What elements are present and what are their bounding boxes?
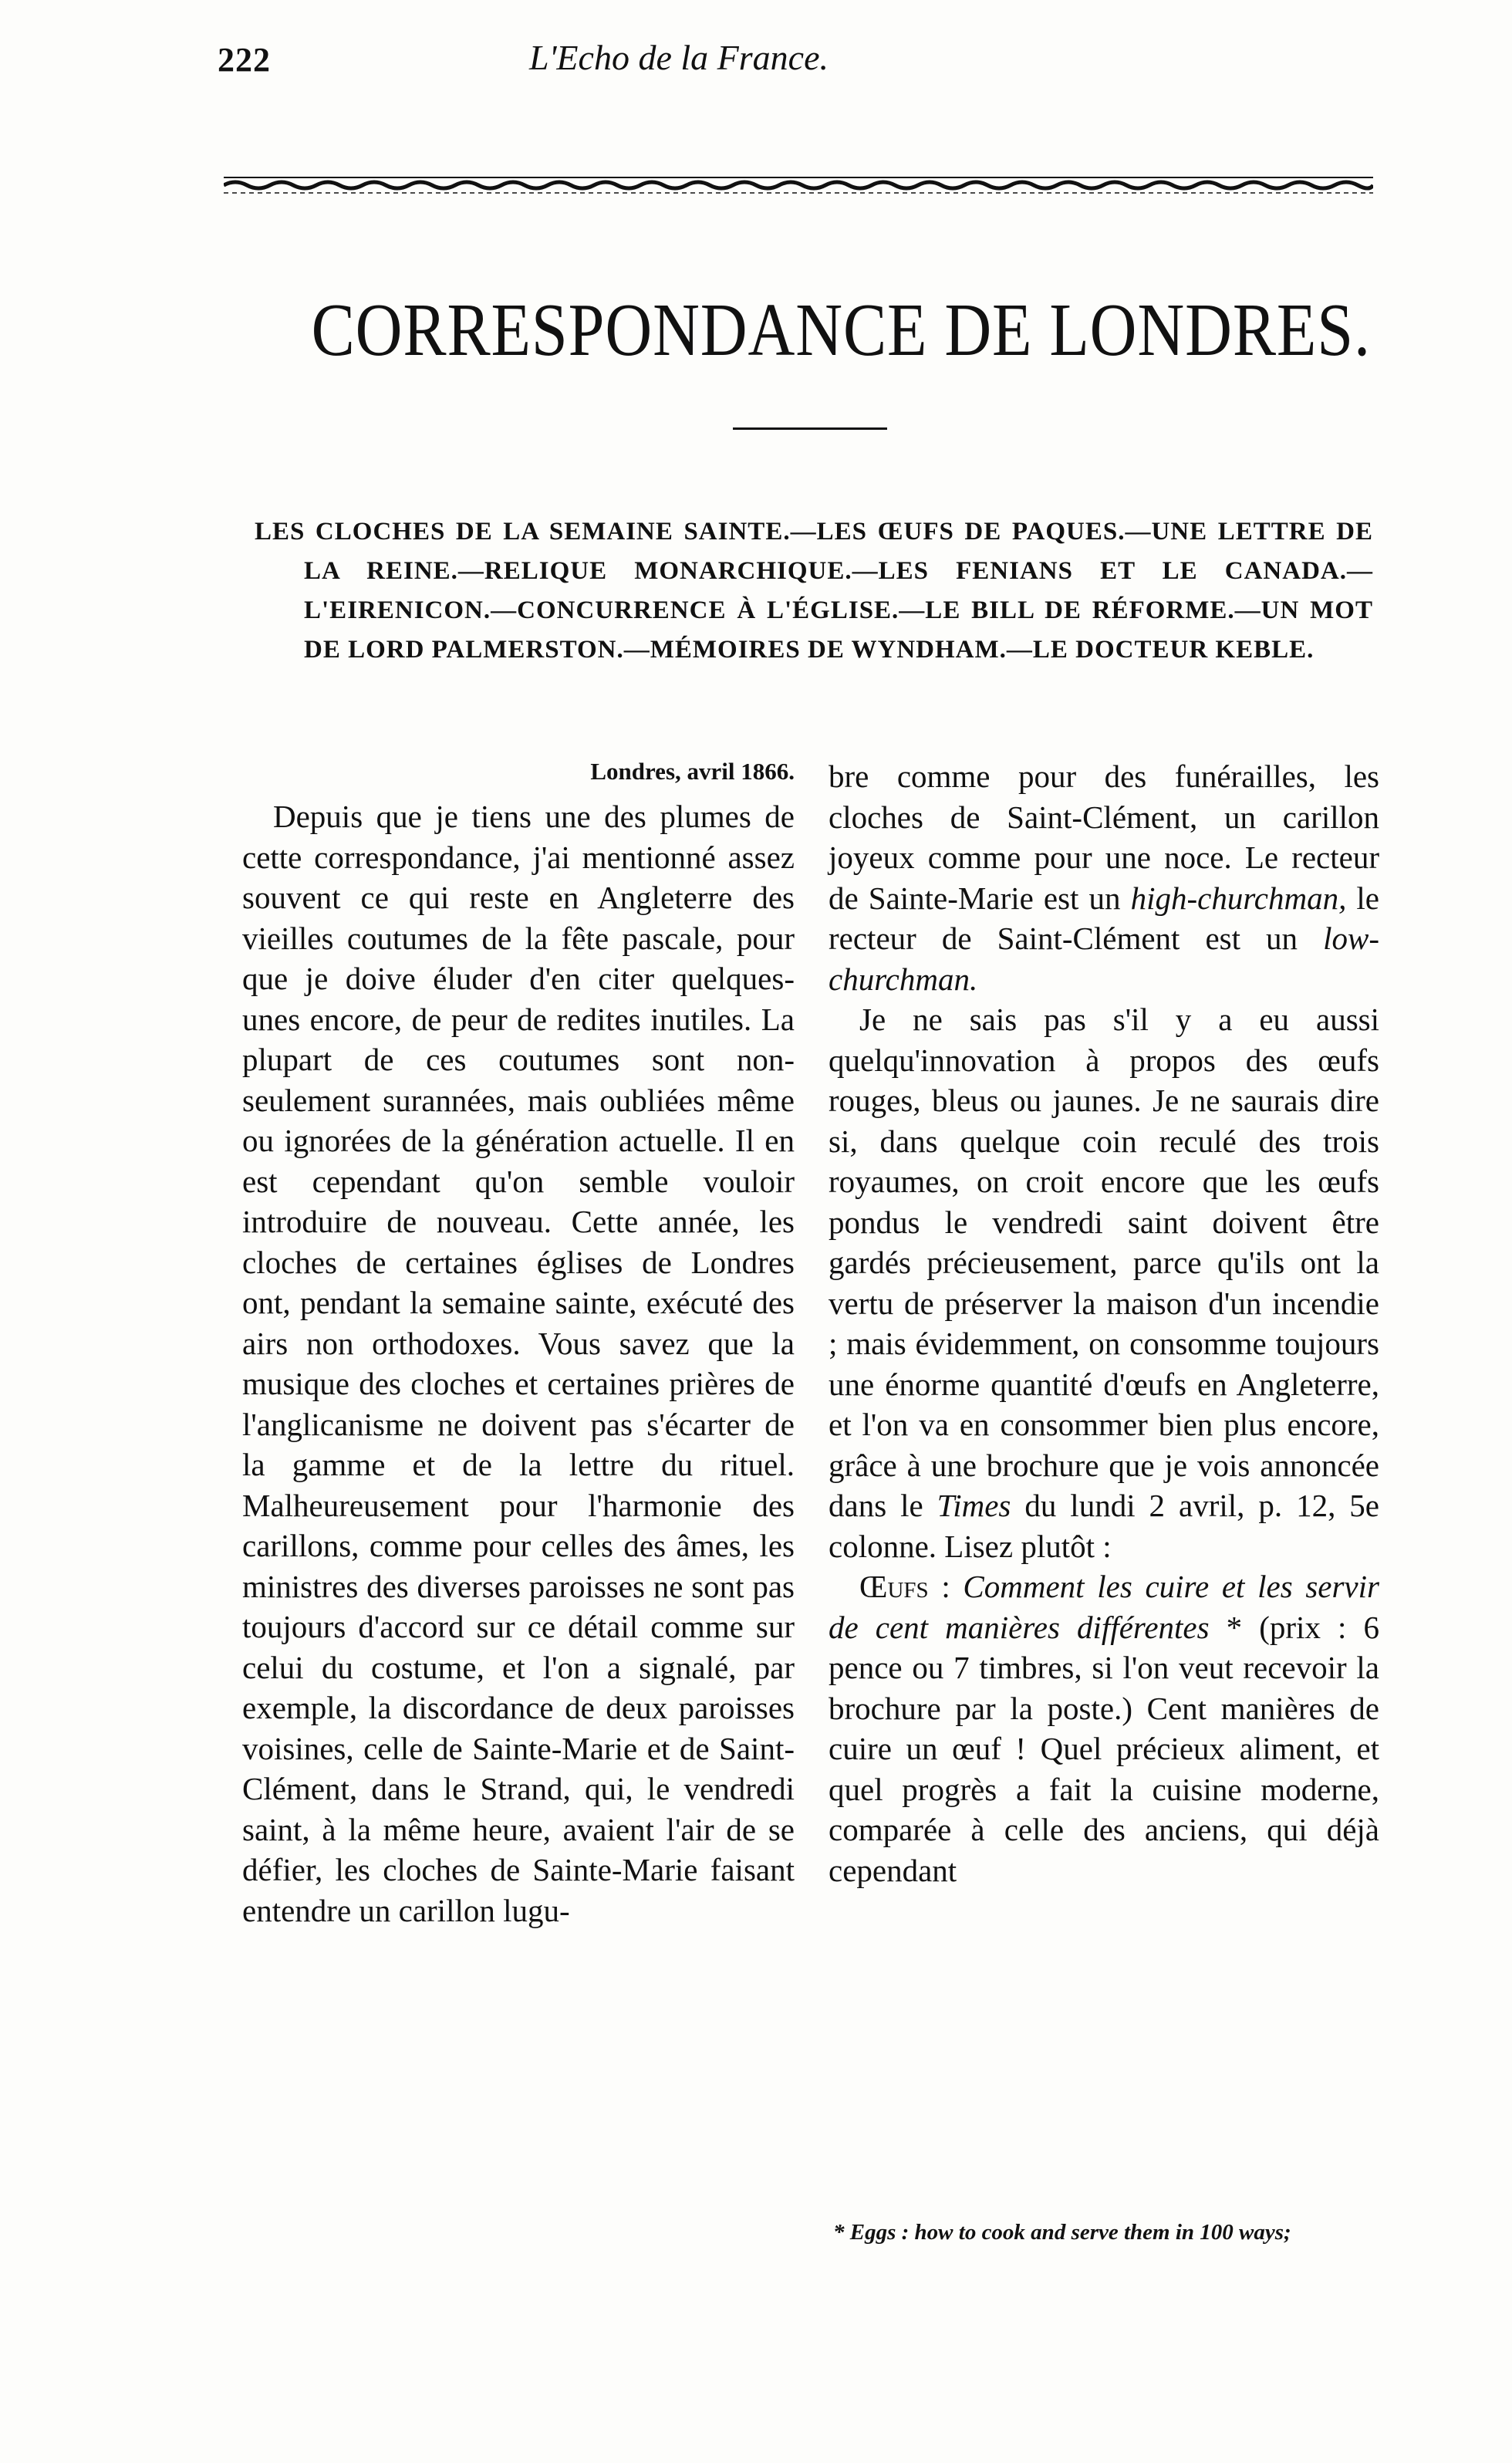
paragraph-1-continued — [829, 756, 1379, 999]
footnote-text: Eggs : how to cook and serve them in 100 ways; — [849, 2220, 1291, 2245]
para3-rest: * (prix : 6 pence ou 7 timbres, si l'on veut recevoir la brochure par la poste.) Cent manières de cuire un œuf ! Quel précieux aliment, et quel progrès a fait la cuisine moderne, comparée à celle des anciens, qui déjà cependant — [829, 1609, 1379, 1888]
dateline: Londres, avril 1866. — [590, 758, 795, 785]
oeufs-heading: Œufs — [859, 1569, 929, 1604]
title-rule — [733, 427, 887, 430]
right-column — [829, 756, 1379, 1890]
para1-cont-b: le recteur de Saint-Clément est un — [829, 880, 1379, 956]
term-low-churchman: low-churchman. — [829, 921, 1379, 997]
para2-a: Je ne sais pas s'il y a eu aussi quelqu'innovation à propos des œufs rouges, bleus ou jaunes. Je ne saurais dire si, dans quelque coin reculé des trois royaumes, on croit encore que les œufs pondus le vendredi saint doivent être gardés précieusement, parce qu'ils ont la vertu de préserver la maison d'un incendie ; mais évidemment, on consomme toujours une énorme quantité d'œufs en Angleterre, et l'on va en consommer bien plus encore, grâce à une brochure que je vois annoncée dans le — [829, 1002, 1379, 1523]
paragraph-3 — [829, 1566, 1379, 1890]
para2-b: du lundi 2 avril, p. 12, 5e colonne. Lisez plutôt : — [829, 1488, 1379, 1564]
ornamental-rule — [224, 173, 1373, 196]
paragraph-2 — [829, 999, 1379, 1566]
footnote-marker: * — [833, 2220, 850, 2245]
term-high-churchman: high-churchman, — [1130, 880, 1347, 916]
para3-colon: : — [928, 1569, 964, 1604]
newspaper-times: Times — [937, 1488, 1011, 1523]
para1-cont-a: bre comme pour des funérailles, les cloches de Saint-Clément, un carillon joyeux comme pour une noce. Le recteur de Sainte-Marie est un — [829, 758, 1379, 916]
article-summary: LES CLOCHES DE LA SEMAINE SAINTE.—LES ŒUFS DE PAQUES.—UNE LETTRE DE LA REINE.—RELIQUE MONARCHIQUE.—LES FENIANS ET LE CANADA.—L'EIRENICON.—CONCURRENCE À L'ÉGLISE.—LE BILL DE RÉFORME.—UN MOT DE LORD PALMERSTON.—MÉMOIRES DE WYNDHAM.—LE DOCTEUR KEBLE. — [255, 518, 1373, 664]
article-title: CORRESPONDANCE DE LONDRES. — [311, 289, 1371, 372]
paragraph-1: Depuis que je tiens une des plumes de cette correspondance, j'ai mentionné assez souvent ce qui reste en Angleterre des vieilles coutumes de la fête pascale, pour que je doive éluder d'en citer quelques-unes encore, de peur de redites inutiles. La plupart de ces coutumes sont non-seulement surannées, mais oubliées même ou ignorées de la génération actuelle. Il en est cependant qu'on semble vouloir introduire de nouveau. Cette année, les cloches de certaines églises de Londres ont, pendant la semaine sainte, exécuté des airs non orthodoxes. Vous savez que la musique des cloches et certaines prières de l'anglicanisme ne doivent pas s'écarter de la gamme et de la lettre du rituel. Malheureusement pour l'harmonie des carillons, comme pour celles des âmes, les ministres des diverses paroisses ne sont pas toujours d'accord sur ce détail comme sur celui du costume, et l'on a signalé, par exemple, la discordance de deux paroisses voisines, celle de Sainte-Marie et de Saint-Clément, dans le Strand, qui, le vendredi saint, à la même heure, avaient l'air de se défier, les cloches de Sainte-Marie faisant entendre un carillon lugu- — [242, 799, 795, 1928]
running-title: L'Echo de la France. — [529, 38, 829, 77]
page-number: 222 — [218, 41, 271, 79]
brochure-title: Comment les cuire et les servir de cent manières différentes — [829, 1569, 1379, 1645]
footnote — [833, 2218, 1379, 2247]
left-column — [242, 756, 795, 1931]
